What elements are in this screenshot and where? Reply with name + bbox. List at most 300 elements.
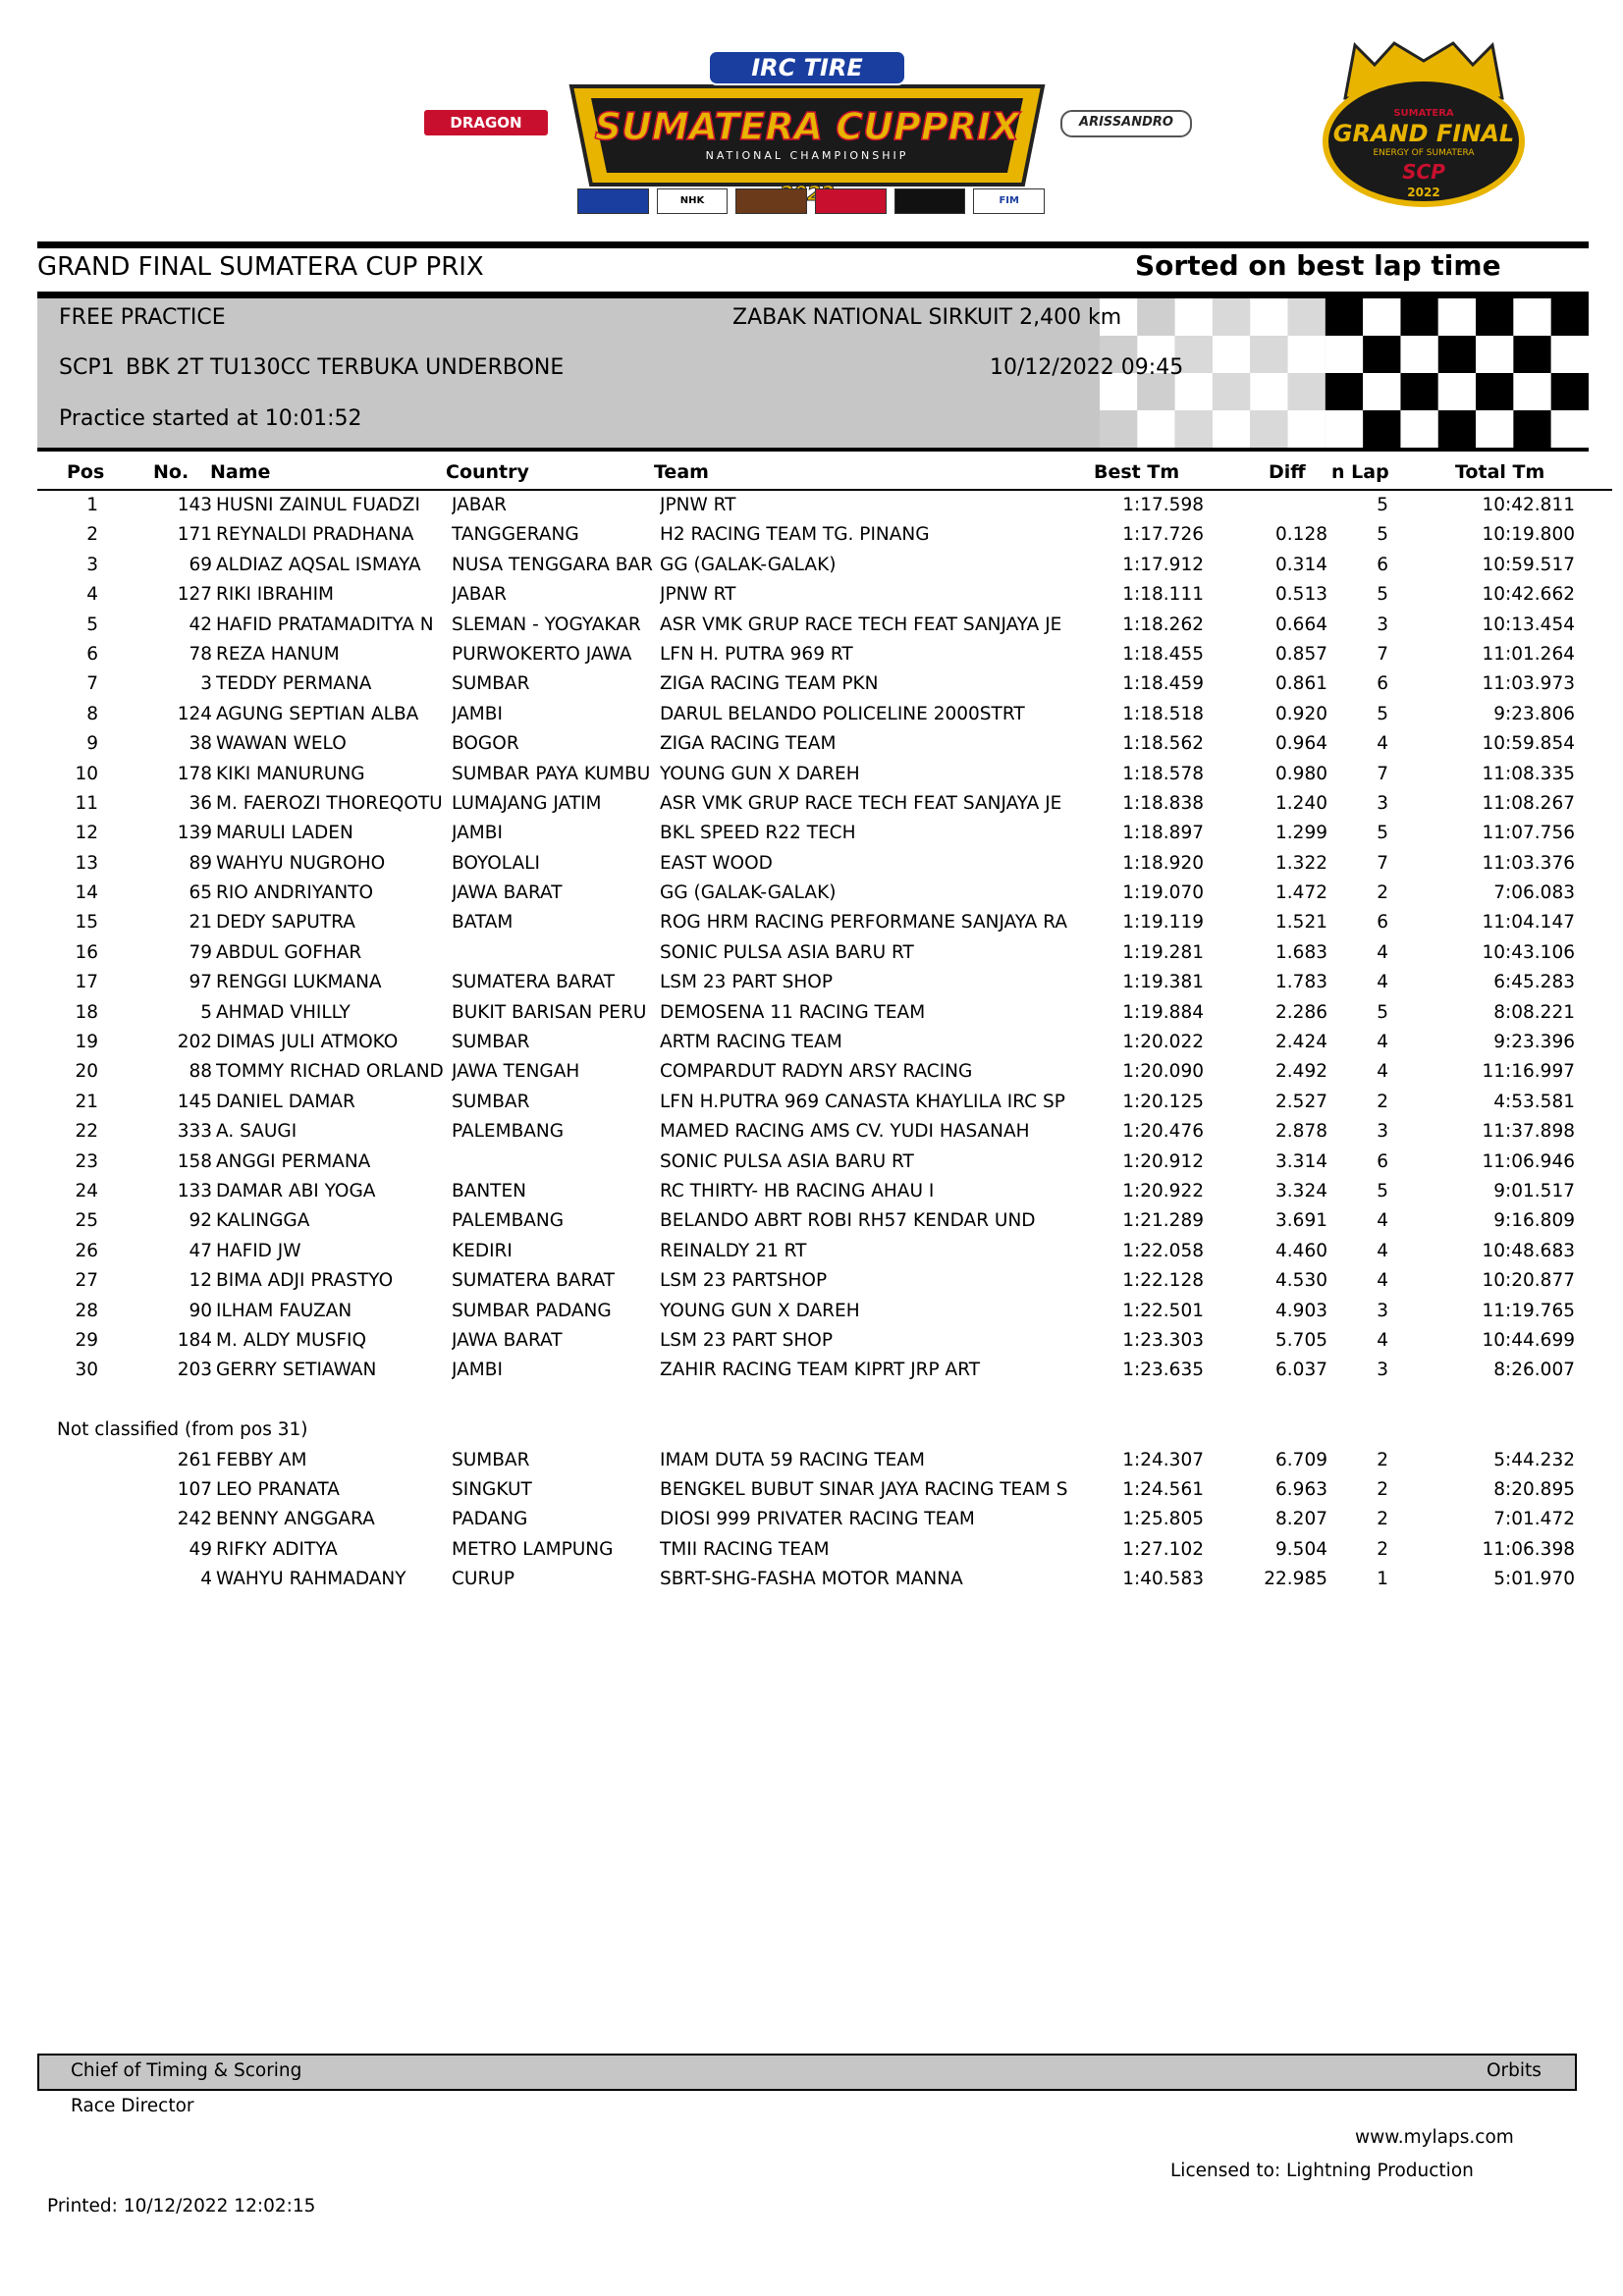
- table-row: [37, 968, 1612, 997]
- cell-team: COMPARDUT RADYN ARSY RACING: [660, 1061, 973, 1083]
- cell-no: 12: [189, 1270, 212, 1292]
- cell-diff: 6.037: [1275, 1360, 1327, 1381]
- col-header-team: Team: [654, 461, 709, 483]
- cell-total: 11:01.264: [1482, 643, 1575, 665]
- table-row: [37, 1356, 1612, 1385]
- cell-pos: 1: [86, 495, 98, 515]
- col-header-pos: Pos: [67, 461, 105, 483]
- sumatera-cupprix-text: SUMATERA CUPPRIX: [594, 105, 1020, 148]
- cell-laps: 5: [1377, 823, 1388, 844]
- table-row: [37, 789, 1612, 819]
- race-director-label: Race Director: [71, 2096, 194, 2116]
- cell-no: 78: [189, 643, 212, 665]
- cell-total: 6:45.283: [1493, 972, 1575, 993]
- table-row: [37, 491, 1612, 520]
- cell-total: 11:06.946: [1482, 1150, 1575, 1172]
- table-row: [37, 1117, 1612, 1147]
- cell-no: 49: [189, 1538, 212, 1560]
- cell-best: 1:20.922: [1122, 1180, 1204, 1201]
- cell-no: 38: [189, 733, 212, 755]
- cell-name: M. FAEROZI THOREQOTU: [216, 792, 443, 814]
- table-row: [37, 760, 1612, 789]
- printed-timestamp: Printed: 10/12/2022 12:02:15: [47, 2196, 316, 2216]
- cell-team: LFN H.PUTRA 969 CANASTA KHAYLILA IRC SP: [660, 1091, 1065, 1112]
- sponsor-logo: [815, 188, 887, 214]
- cell-pos: 25: [75, 1210, 98, 1232]
- cell-best: 1:22.058: [1122, 1240, 1204, 1261]
- table-row: [37, 879, 1612, 908]
- row-spacer: [37, 1386, 1612, 1415]
- header-rule-top: [37, 241, 1589, 248]
- cell-best: 1:19.070: [1122, 882, 1204, 904]
- cell-name: HAFID JW: [216, 1240, 301, 1261]
- table-row: [37, 640, 1612, 669]
- cell-total: 8:26.007: [1493, 1360, 1575, 1381]
- cell-laps: 2: [1377, 1091, 1388, 1112]
- session-datetime: 10/12/2022 09:45: [990, 355, 1184, 380]
- cell-laps: 3: [1377, 792, 1388, 814]
- table-row: [37, 1057, 1612, 1087]
- cell-laps: 4: [1377, 1210, 1388, 1232]
- header-rule-mid: [37, 292, 1589, 298]
- cell-diff: 0.314: [1275, 554, 1327, 575]
- cell-total: 10:42.811: [1482, 495, 1575, 515]
- cell-best: 1:20.912: [1122, 1150, 1204, 1172]
- cell-laps: 6: [1377, 673, 1388, 695]
- scp-text: SCP: [1402, 160, 1445, 184]
- col-header-best: Best Tm: [1094, 461, 1180, 483]
- cell-name: WAHYU RAHMADANY: [216, 1569, 406, 1590]
- table-row: [37, 1326, 1612, 1356]
- cell-total: 10:48.683: [1482, 1240, 1575, 1261]
- cell-best: 1:18.578: [1122, 763, 1204, 784]
- grand-final-text: GRAND FINAL: [1332, 120, 1515, 147]
- cell-country: JABAR: [452, 584, 507, 606]
- cell-country: KEDIRI: [452, 1240, 513, 1261]
- cell-name: WAWAN WELO: [216, 733, 347, 755]
- cell-team: GG (GALAK-GALAK): [660, 882, 837, 904]
- cell-no: 79: [189, 941, 212, 963]
- cell-country: JABAR: [452, 495, 507, 515]
- cell-best: 1:22.128: [1122, 1270, 1204, 1292]
- grand-final-logo: [1316, 39, 1532, 214]
- cell-laps: 4: [1377, 1061, 1388, 1083]
- cell-diff: 1.299: [1275, 823, 1327, 844]
- cell-team: JPNW RT: [660, 495, 736, 515]
- cell-name: DEDY SAPUTRA: [216, 912, 355, 934]
- table-row: [37, 849, 1612, 879]
- cell-laps: 4: [1377, 941, 1388, 963]
- table-row: [37, 1088, 1612, 1117]
- cell-country: SUMBAR PADANG: [452, 1300, 612, 1321]
- cell-total: 7:06.083: [1493, 882, 1575, 904]
- cell-pos: 8: [86, 703, 98, 724]
- cell-team: YOUNG GUN X DAREH: [660, 763, 860, 784]
- cell-diff: 0.980: [1275, 763, 1327, 784]
- cell-total: 11:06.398: [1482, 1538, 1575, 1560]
- cell-total: 4:53.581: [1493, 1091, 1575, 1112]
- col-header-name: Name: [210, 461, 271, 483]
- cell-laps: 3: [1377, 1300, 1388, 1321]
- table-row: [37, 1297, 1612, 1326]
- cell-total: 8:20.895: [1493, 1478, 1575, 1500]
- cell-laps: 4: [1377, 1270, 1388, 1292]
- cell-diff: 22.985: [1264, 1569, 1327, 1590]
- cell-pos: 12: [75, 823, 98, 844]
- cell-total: 10:59.517: [1482, 554, 1575, 575]
- cell-country: JAMBI: [452, 1360, 503, 1381]
- website-link[interactable]: www.mylaps.com: [1355, 2127, 1514, 2148]
- cell-pos: 3: [86, 554, 98, 575]
- cell-no: 145: [177, 1091, 212, 1112]
- cell-name: RIKI IBRAHIM: [216, 584, 335, 606]
- table-row: [37, 611, 1612, 640]
- sponsor-logo: [577, 188, 649, 214]
- table-row: [37, 669, 1612, 699]
- cell-best: 1:20.125: [1122, 1091, 1204, 1112]
- cell-country: TANGGERANG: [452, 524, 579, 546]
- table-row: [37, 1028, 1612, 1057]
- irc-tire-text: IRC TIRE: [751, 54, 863, 81]
- cell-team: SONIC PULSA ASIA BARU RT: [660, 1150, 914, 1172]
- cell-country: SUMATERA BARAT: [452, 972, 616, 993]
- cell-name: RIO ANDRIYANTO: [216, 882, 374, 904]
- energy-of-sumatera-text: ENERGY OF SUMATERA: [1373, 148, 1475, 158]
- cell-total: 11:16.997: [1482, 1061, 1575, 1083]
- cell-no: 4: [200, 1569, 212, 1590]
- chief-timing-label: Chief of Timing & Scoring: [71, 2060, 302, 2081]
- cell-no: 203: [177, 1360, 212, 1381]
- cell-best: 1:17.912: [1122, 554, 1204, 575]
- cell-name: A. SAUGI: [216, 1121, 298, 1143]
- cell-laps: 5: [1377, 703, 1388, 724]
- cell-diff: 2.286: [1275, 1001, 1327, 1023]
- cell-name: M. ALDY MUSFIQ: [216, 1329, 367, 1351]
- cell-best: 1:18.459: [1122, 673, 1204, 695]
- cell-best: 1:19.381: [1122, 972, 1204, 993]
- table-row: [37, 1206, 1612, 1236]
- cell-total: 11:04.147: [1482, 912, 1575, 934]
- cell-diff: 4.903: [1275, 1300, 1327, 1321]
- cell-laps: 5: [1377, 1001, 1388, 1023]
- table-row: [37, 551, 1612, 580]
- cell-laps: 4: [1377, 1329, 1388, 1351]
- cell-pos: 18: [75, 1001, 98, 1023]
- cell-laps: 7: [1377, 643, 1388, 665]
- cell-diff: 3.324: [1275, 1180, 1327, 1201]
- session-name: FREE PRACTICE: [59, 305, 226, 330]
- cell-laps: 2: [1377, 1449, 1388, 1470]
- cell-no: 178: [177, 763, 212, 784]
- cell-country: JAWA BARAT: [452, 1329, 563, 1351]
- sponsor-strip: [577, 188, 1045, 214]
- cell-name: KIKI MANURUNG: [216, 763, 365, 784]
- cell-no: 89: [189, 852, 212, 874]
- cell-country: SINGKUT: [452, 1478, 532, 1500]
- cell-best: 1:24.307: [1122, 1449, 1204, 1470]
- cell-no: 158: [177, 1150, 212, 1172]
- cell-pos: 23: [75, 1150, 98, 1172]
- cell-no: 42: [189, 614, 212, 635]
- cell-best: 1:20.476: [1122, 1121, 1204, 1143]
- table-row: [37, 1446, 1612, 1475]
- cell-no: 242: [177, 1509, 212, 1530]
- cell-total: 5:01.970: [1493, 1569, 1575, 1590]
- cell-country: CURUP: [452, 1569, 515, 1590]
- cell-diff: 1.783: [1275, 972, 1327, 993]
- col-header-no: No.: [153, 461, 189, 483]
- cell-best: 1:20.090: [1122, 1061, 1204, 1083]
- cell-name: GERRY SETIAWAN: [216, 1360, 377, 1381]
- cell-laps: 5: [1377, 495, 1388, 515]
- cell-diff: 3.314: [1275, 1150, 1327, 1172]
- cell-team: ZAHIR RACING TEAM KIPRT JRP ART: [660, 1360, 981, 1381]
- cell-pos: 24: [75, 1180, 98, 1201]
- cell-team: LFN H. PUTRA 969 RT: [660, 643, 853, 665]
- cell-total: 10:13.454: [1482, 614, 1575, 635]
- cell-laps: 4: [1377, 1240, 1388, 1261]
- cell-laps: 5: [1377, 524, 1388, 546]
- table-row: [37, 580, 1612, 610]
- cell-total: 11:08.335: [1482, 763, 1575, 784]
- sponsor-logo: NHK: [657, 188, 729, 214]
- cell-laps: 7: [1377, 763, 1388, 784]
- cell-best: 1:18.897: [1122, 823, 1204, 844]
- table-row: [37, 1565, 1612, 1594]
- cell-laps: 5: [1377, 1180, 1388, 1201]
- cell-pos: 5: [86, 614, 98, 635]
- cell-country: JAMBI: [452, 703, 503, 724]
- class-name: BBK 2T TU130CC TERBUKA UNDERBONE: [126, 355, 565, 380]
- cell-diff: 1.521: [1275, 912, 1327, 934]
- cell-team: RC THIRTY- HB RACING AHAU I: [660, 1180, 935, 1201]
- cell-pos: 22: [75, 1121, 98, 1143]
- cell-team: H2 RACING TEAM TG. PINANG: [660, 524, 930, 546]
- cell-best: 1:18.262: [1122, 614, 1204, 635]
- cell-team: ASR VMK GRUP RACE TECH FEAT SANJAYA JE: [660, 792, 1062, 814]
- sponsor-logo: [735, 188, 807, 214]
- cell-team: TMII RACING TEAM: [660, 1538, 830, 1560]
- cell-pos: 17: [75, 972, 98, 993]
- cell-team: LSM 23 PART SHOP: [660, 1329, 834, 1351]
- cell-total: 11:19.765: [1482, 1300, 1575, 1321]
- cell-laps: 5: [1377, 584, 1388, 606]
- cell-country: BOYOLALI: [452, 852, 540, 874]
- cell-laps: 2: [1377, 1478, 1388, 1500]
- cell-country: SUMATERA BARAT: [452, 1270, 616, 1292]
- cell-team: SONIC PULSA ASIA BARU RT: [660, 941, 914, 963]
- cell-diff: 0.861: [1275, 673, 1327, 695]
- cell-pos: 28: [75, 1300, 98, 1321]
- cell-no: 333: [177, 1121, 212, 1143]
- cell-team: ZIGA RACING TEAM PKN: [660, 673, 879, 695]
- cell-country: BUKIT BARISAN PERU: [452, 1001, 647, 1023]
- cell-no: 171: [177, 524, 212, 546]
- cell-total: 9:23.806: [1493, 703, 1575, 724]
- cell-country: SUMBAR: [452, 673, 530, 695]
- col-header-diff: Diff: [1269, 461, 1306, 483]
- cell-total: 11:07.756: [1482, 823, 1575, 844]
- cell-pos: 27: [75, 1270, 98, 1292]
- cell-best: 1:18.455: [1122, 643, 1204, 665]
- cell-name: DIMAS JULI ATMOKO: [216, 1032, 399, 1053]
- cell-pos: 4: [86, 584, 98, 606]
- cell-pos: 20: [75, 1061, 98, 1083]
- cell-best: 1:40.583: [1122, 1569, 1204, 1590]
- cell-best: 1:18.111: [1122, 584, 1204, 606]
- cell-best: 1:18.838: [1122, 792, 1204, 814]
- dragon-logo: DRAGON: [424, 110, 548, 135]
- cell-pos: 26: [75, 1240, 98, 1261]
- cell-best: 1:19.884: [1122, 1001, 1204, 1023]
- cell-team: SBRT-SHG-FASHA MOTOR MANNA: [660, 1569, 963, 1590]
- cell-best: 1:18.562: [1122, 733, 1204, 755]
- cell-diff: 1.472: [1275, 882, 1327, 904]
- cell-pos: 16: [75, 941, 98, 963]
- cell-laps: 2: [1377, 1538, 1388, 1560]
- cell-no: 36: [189, 792, 212, 814]
- cell-pos: 10: [75, 763, 98, 784]
- cell-laps: 4: [1377, 733, 1388, 755]
- cell-country: METRO LAMPUNG: [452, 1538, 614, 1560]
- cell-total: 11:08.267: [1482, 792, 1575, 814]
- cell-total: 10:42.662: [1482, 584, 1575, 606]
- cell-no: 5: [200, 1001, 212, 1023]
- cell-country: SUMBAR: [452, 1449, 530, 1470]
- cell-best: 1:22.501: [1122, 1300, 1204, 1321]
- cell-diff: 0.513: [1275, 584, 1327, 606]
- cell-country: BOGOR: [452, 733, 519, 755]
- cell-laps: 3: [1377, 1360, 1388, 1381]
- cell-pos: 13: [75, 852, 98, 874]
- cell-pos: 21: [75, 1091, 98, 1112]
- cell-diff: 2.878: [1275, 1121, 1327, 1143]
- cell-laps: 1: [1377, 1569, 1388, 1590]
- table-row: [37, 700, 1612, 729]
- cell-no: 21: [189, 912, 212, 934]
- cell-pos: 15: [75, 912, 98, 934]
- sorted-label: Sorted on best lap time: [1135, 249, 1501, 282]
- cell-laps: 3: [1377, 1121, 1388, 1143]
- cell-pos: 11: [75, 792, 98, 814]
- sponsor-logo: [894, 188, 966, 214]
- cell-country: JAWA BARAT: [452, 882, 563, 904]
- grand-final-year-text: 2022: [1407, 186, 1440, 199]
- cell-diff: 4.530: [1275, 1270, 1327, 1292]
- cell-pos: 30: [75, 1360, 98, 1381]
- cell-total: 5:44.232: [1493, 1449, 1575, 1470]
- cell-name: DAMAR ABI YOGA: [216, 1180, 376, 1201]
- cell-total: 11:37.898: [1482, 1121, 1575, 1143]
- cell-no: 3: [200, 673, 212, 695]
- cell-laps: 3: [1377, 614, 1388, 635]
- col-header-country: Country: [446, 461, 529, 483]
- cell-team: ARTM RACING TEAM: [660, 1032, 842, 1053]
- cell-name: MARULI LADEN: [216, 823, 353, 844]
- table-row: [37, 938, 1612, 968]
- cell-name: RIFKY ADITYA: [216, 1538, 338, 1560]
- cell-country: BANTEN: [452, 1180, 527, 1201]
- cell-total: 7:01.472: [1493, 1509, 1575, 1530]
- results-table: [37, 491, 1612, 1594]
- cell-laps: 4: [1377, 972, 1388, 993]
- cell-country: PURWOKERTO JAWA: [452, 643, 632, 665]
- cell-laps: 6: [1377, 912, 1388, 934]
- table-row: [37, 1475, 1612, 1505]
- cell-total: 10:44.699: [1482, 1329, 1575, 1351]
- cell-diff: 2.527: [1275, 1091, 1327, 1112]
- cell-team: DEMOSENA 11 RACING TEAM: [660, 1001, 926, 1023]
- table-row: [37, 1237, 1612, 1266]
- cell-team: JPNW RT: [660, 584, 736, 606]
- cell-country: PADANG: [452, 1509, 528, 1530]
- cell-no: 97: [189, 972, 212, 993]
- cell-name: AGUNG SEPTIAN ALBA: [216, 703, 419, 724]
- cell-no: 139: [177, 823, 212, 844]
- cell-laps: 6: [1377, 554, 1388, 575]
- cell-diff: 6.709: [1275, 1449, 1327, 1470]
- cell-best: 1:17.598: [1122, 495, 1204, 515]
- cell-laps: 7: [1377, 852, 1388, 874]
- event-title: GRAND FINAL SUMATERA CUP PRIX: [37, 252, 484, 282]
- cell-country: SLEMAN - YOGYAKAR: [452, 614, 641, 635]
- cell-team: ROG HRM RACING PERFORMANE SANJAYA RA: [660, 912, 1067, 934]
- cell-best: 1:24.561: [1122, 1478, 1204, 1500]
- table-row: [37, 819, 1612, 848]
- track-name: ZABAK NATIONAL SIRKUIT 2,400 km: [732, 305, 1122, 330]
- cell-best: 1:25.805: [1122, 1509, 1204, 1530]
- cell-name: TEDDY PERMANA: [216, 673, 372, 695]
- cell-diff: 6.963: [1275, 1478, 1327, 1500]
- cell-best: 1:19.119: [1122, 912, 1204, 934]
- cell-name: HUSNI ZAINUL FUADZI: [216, 495, 420, 515]
- table-row: [37, 729, 1612, 759]
- cell-diff: 0.964: [1275, 733, 1327, 755]
- cell-diff: 0.920: [1275, 703, 1327, 724]
- cell-name: HAFID PRATAMADITYA N: [216, 614, 434, 635]
- cell-name: ILHAM FAUZAN: [216, 1300, 352, 1321]
- cell-name: KALINGGA: [216, 1210, 310, 1232]
- cell-name: TOMMY RICHAD ORLAND: [216, 1061, 444, 1083]
- table-row: [37, 1535, 1612, 1565]
- cell-team: BELANDO ABRT ROBI RH57 KENDAR UND: [660, 1210, 1036, 1232]
- sponsor-logo: FIM: [973, 188, 1045, 214]
- header-rule-bottom: [37, 448, 1589, 452]
- cell-pos: 14: [75, 882, 98, 904]
- national-championship-text: NATIONAL CHAMPIONSHIP: [705, 149, 909, 162]
- cell-pos: 2: [86, 524, 98, 546]
- cell-name: AHMAD VHILLY: [216, 1001, 351, 1023]
- cell-name: WAHYU NUGROHO: [216, 852, 386, 874]
- cell-total: 11:03.973: [1482, 673, 1575, 695]
- cell-diff: 8.207: [1275, 1509, 1327, 1530]
- cell-no: 90: [189, 1300, 212, 1321]
- cell-country: SUMBAR: [452, 1032, 530, 1053]
- cell-name: LEO PRANATA: [216, 1478, 340, 1500]
- cell-no: 127: [177, 584, 212, 606]
- cell-diff: 2.492: [1275, 1061, 1327, 1083]
- cell-team: YOUNG GUN X DAREH: [660, 1300, 860, 1321]
- cell-no: 88: [189, 1061, 212, 1083]
- cell-team: REINALDY 21 RT: [660, 1240, 807, 1261]
- table-row: [37, 1148, 1612, 1177]
- table-row: [37, 1266, 1612, 1296]
- cell-total: 9:23.396: [1493, 1032, 1575, 1053]
- cell-diff: 1.683: [1275, 941, 1327, 963]
- cell-diff: 1.322: [1275, 852, 1327, 874]
- cell-diff: 0.128: [1275, 524, 1327, 546]
- cell-best: 1:18.518: [1122, 703, 1204, 724]
